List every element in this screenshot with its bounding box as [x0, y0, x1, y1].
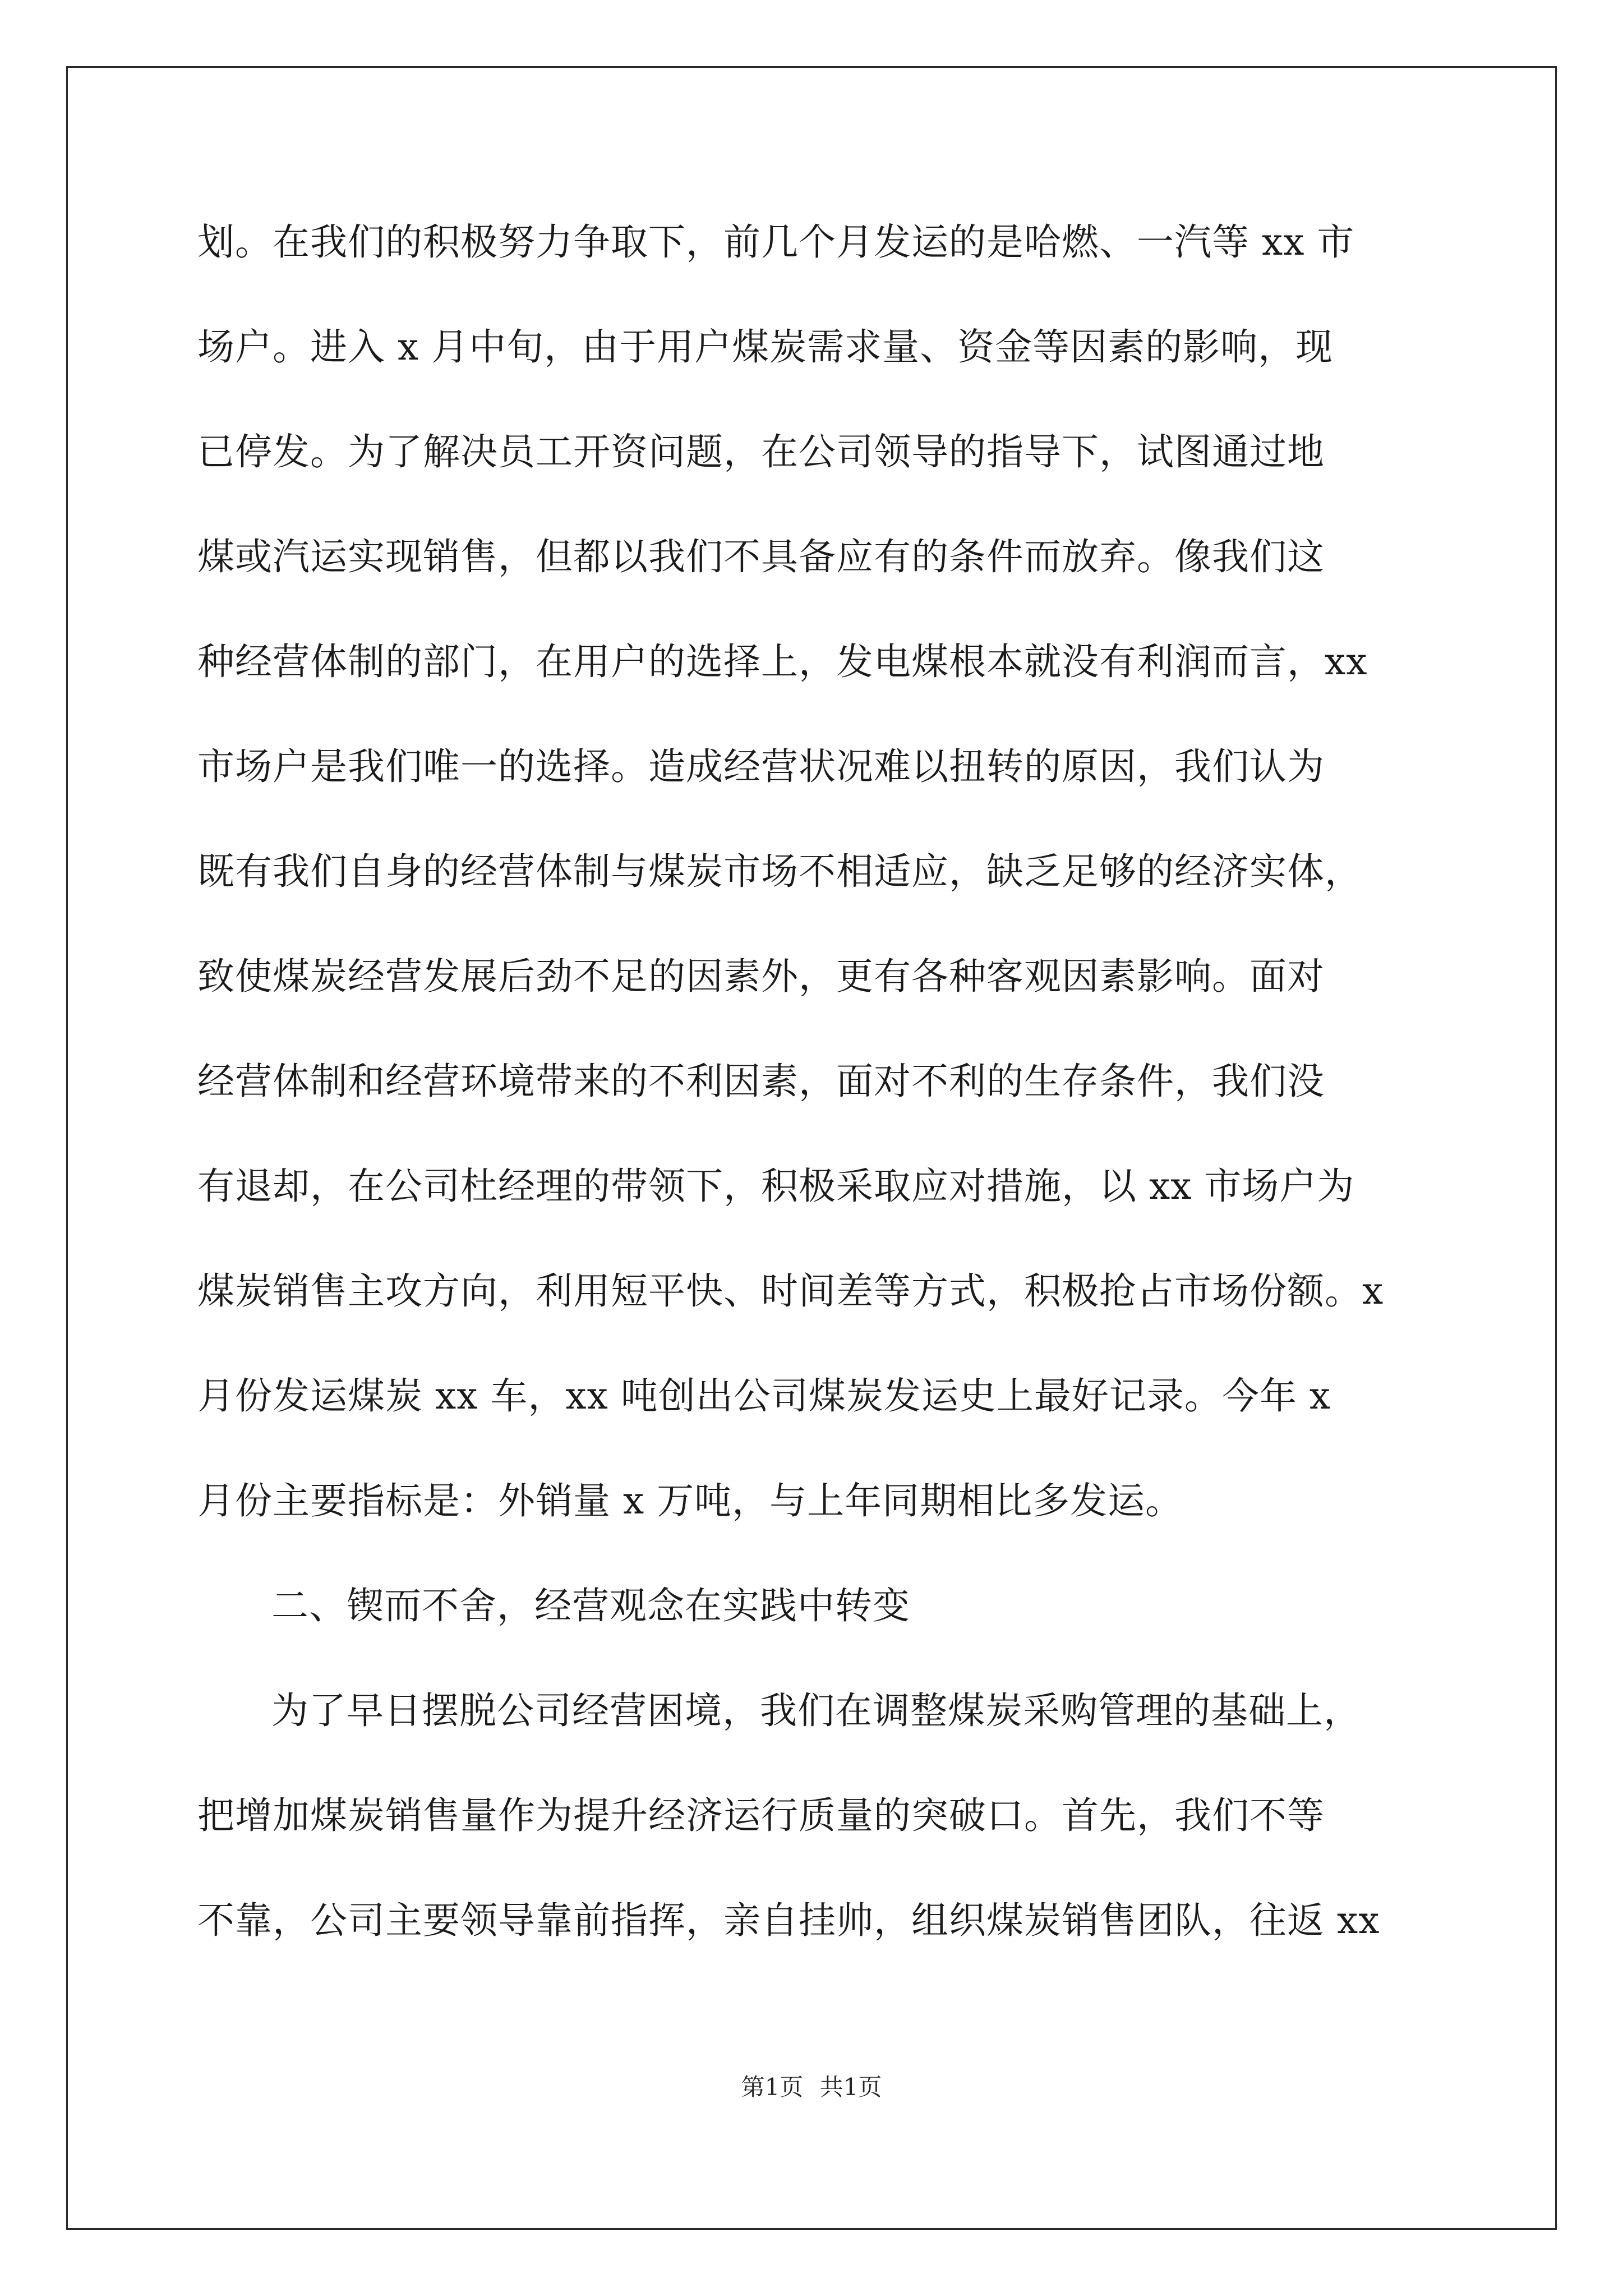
document-body — [197, 190, 1459, 1973]
paragraph-first-line: 为了早日摆脱公司经营困境，我们在调整煤炭采购管理的基础上， — [271, 1689, 1361, 1732]
body-line: 既有我们自身的经营体制与煤炭市场不相适应，缺乏足够的经济实体， — [197, 850, 1362, 893]
page-footer — [0, 2069, 1623, 2102]
body-line: 市场户是我们唯一的选择。造成经营状况难以扭转的原因，我们认为 — [197, 745, 1325, 788]
body-line: 已停发。为了解决员工开资问题，在公司领导的指导下，试图通过地 — [197, 430, 1325, 473]
section-heading: 二、锲而不舍，经营观念在实践中转变 — [271, 1584, 910, 1627]
body-line: 月份主要指标是：外销量 x 万吨，与上年同期相比多发运。 — [197, 1479, 1183, 1522]
body-line: 煤或汽运实现销售，但都以我们不具备应有的条件而放弃。像我们这 — [197, 535, 1325, 578]
body-line: 煤炭销售主攻方向，利用短平快、时间差等方式，积极抢占市场份额。x — [197, 1269, 1384, 1313]
page-total: 共1页 — [819, 2073, 882, 2101]
body-line: 致使煤炭经营发展后劲不足的因素外，更有各种客观因素影响。面对 — [197, 955, 1325, 998]
body-line: 不靠，公司主要领导靠前指挥，亲自挂帅，组织煤炭销售团队，往返 xx — [197, 1899, 1380, 1942]
body-line: 把增加煤炭销售量作为提升经济运行质量的突破口。首先，我们不等 — [197, 1794, 1325, 1837]
body-line: 种经营体制的部门，在用户的选择上，发电煤根本就没有利润而言，xx — [197, 640, 1368, 683]
page-number: 第1页 — [741, 2073, 804, 2101]
body-line: 经营体制和经营环境带来的不利因素，面对不利的生存条件，我们没 — [197, 1060, 1325, 1103]
body-line: 有退却，在公司杜经理的带领下，积极采取应对措施，以 xx 市场户为 — [197, 1165, 1355, 1208]
body-line: 场户。进入 x 月中旬，由于用户煤炭需求量、资金等因素的影响，现 — [197, 325, 1334, 369]
body-line: 月份发运煤炭 xx 车，xx 吨创出公司煤炭发运史上最好记录。今年 x — [197, 1374, 1331, 1418]
body-line: 划。在我们的积极努力争取下，前几个月发运的是哈燃、一汽等 xx 市 — [197, 220, 1355, 264]
